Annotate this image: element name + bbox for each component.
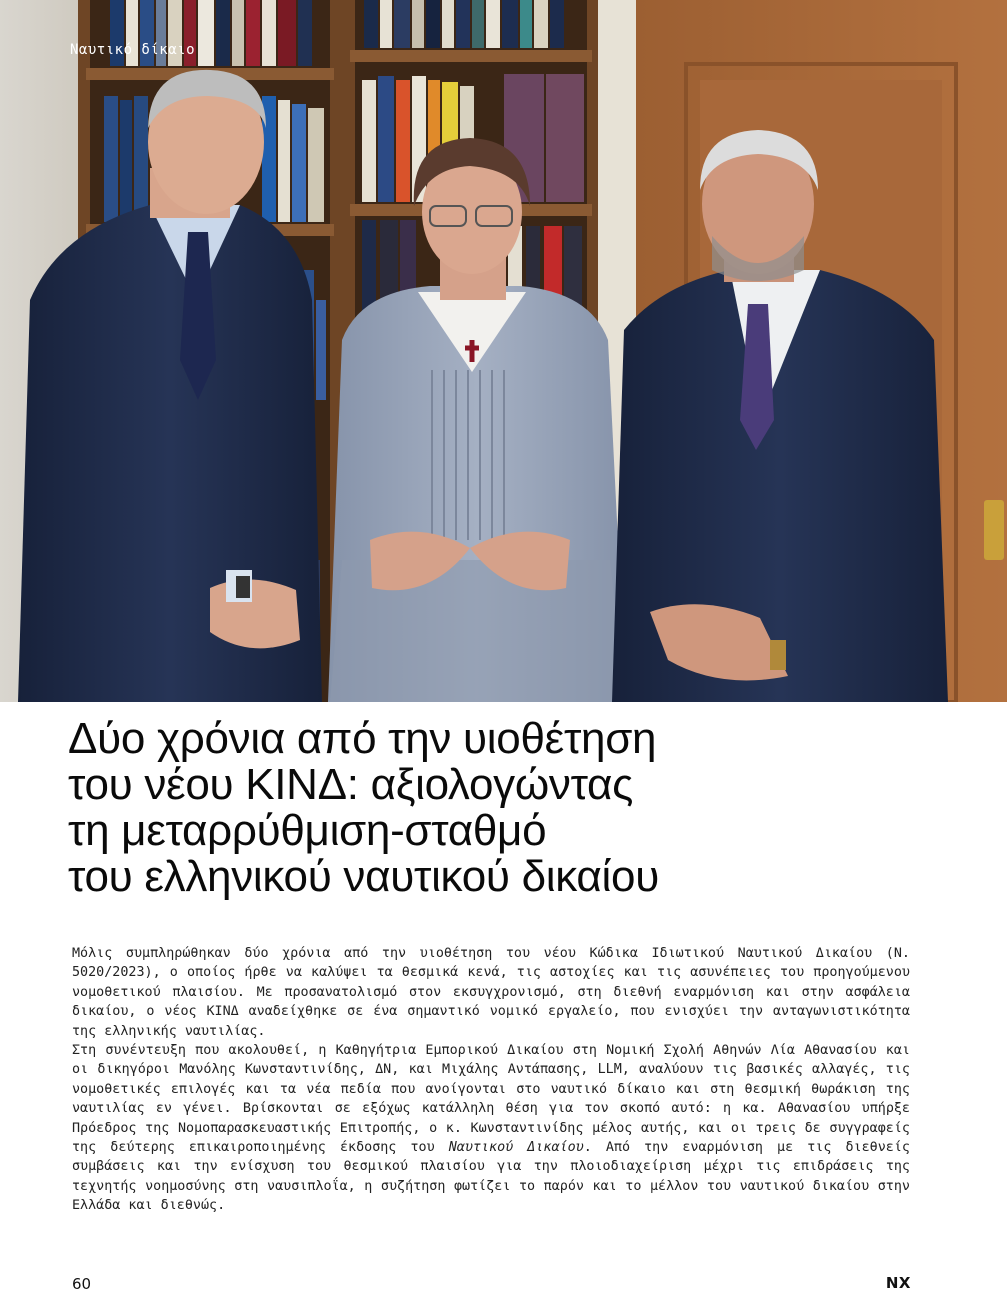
- headline-line-4: του ελληνικού ναυτικού δικαίου: [68, 852, 659, 901]
- lead-paragraph-2: [72, 1041, 910, 1216]
- lead-paragraph-2-part-2: . Από την εναρμόνιση με τις διεθνείς συμβάσεις και την ενίσχυση του θεσμικού πλαισίου για την πλοιοδιαχείριση μέχρι τις επιδράσεις της τεχνητής νοημοσύνης στη ναυσιπλοΐα, η συζήτηση φωτίζει το παρόν και το μέλλον του ναυτικού δικαίου στην Ελλάδα και διεθνώς.: [72, 1140, 910, 1214]
- page-number: 60: [72, 1275, 92, 1291]
- headline-line-3: τη μεταρρύθμιση-σταθμό: [68, 806, 547, 855]
- article-lead: [72, 944, 910, 1216]
- magazine-brand: NX: [885, 1274, 911, 1291]
- section-label: Ναυτικό δίκαιο: [70, 42, 196, 58]
- book-title: Ναυτικού Δικαίου: [448, 1140, 584, 1156]
- headline-line-1: Δύο χρόνια από την υιοθέτηση: [68, 714, 657, 763]
- lead-paragraph-2-part-1: Στη συνέντευξη που ακολουθεί, η Καθηγήτρια Εμπορικού Δικαίου στη Νομική Σχολή Αθηνών Λία Αθανασίου και οι δικηγόροι Μανόλης Κωνσταντινίδης, ΔΝ, και Μιχάλης Αντάπασης, LLM, αναλύουν τις βασικές αλλαγές, τις νομοθετικές επιλογές και τα νέα πεδία που ανοίγονται στο ναυτικό δίκαιο και στη θεσμική θωράκιση της ναυτιλίας εν γένει. Βρίσκονται σε εξόχως κατάλληλη θέση για τον σκοπό αυτό: η κα. Αθανασίου υπήρξε Πρόεδρος της Νομοπαρασκευαστικής Επιτροπής, ο κ. Κωνσταντινίδης μέλος αυτής, και οι τρεις δε συγγραφείς της δεύτερης επικαιροποιημένης έκδοσης του: [72, 1043, 910, 1156]
- lead-paragraph-1: Μόλις συμπληρώθηκαν δύο χρόνια από την υιοθέτηση του νέου Κώδικα Ιδιωτικού Ναυτικού Δικαίου (Ν. 5020/2023), ο οποίος ήρθε να καλύψει τα θεσμικά κενά, τις αστοχίες και τις ασυνέπειες του προηγούμενου νομοθετικού πλαισίου. Με προσανατολισμό στον εκσυγχρονισμό, στη διεθνή εναρμόνιση και στην ασφάλεια δικαίου, ο νέος ΚΙΝΔ αναδείχθηκε σε ένα σημαντικό νομικό εργαλείο, που ενισχύει την ανταγωνιστικότητα της ελληνικής ναυτιλίας.: [72, 946, 910, 1039]
- article-headline: [68, 716, 948, 900]
- headline-line-2: του νέου ΚΙΝΔ: αξιολογώντας: [68, 760, 634, 809]
